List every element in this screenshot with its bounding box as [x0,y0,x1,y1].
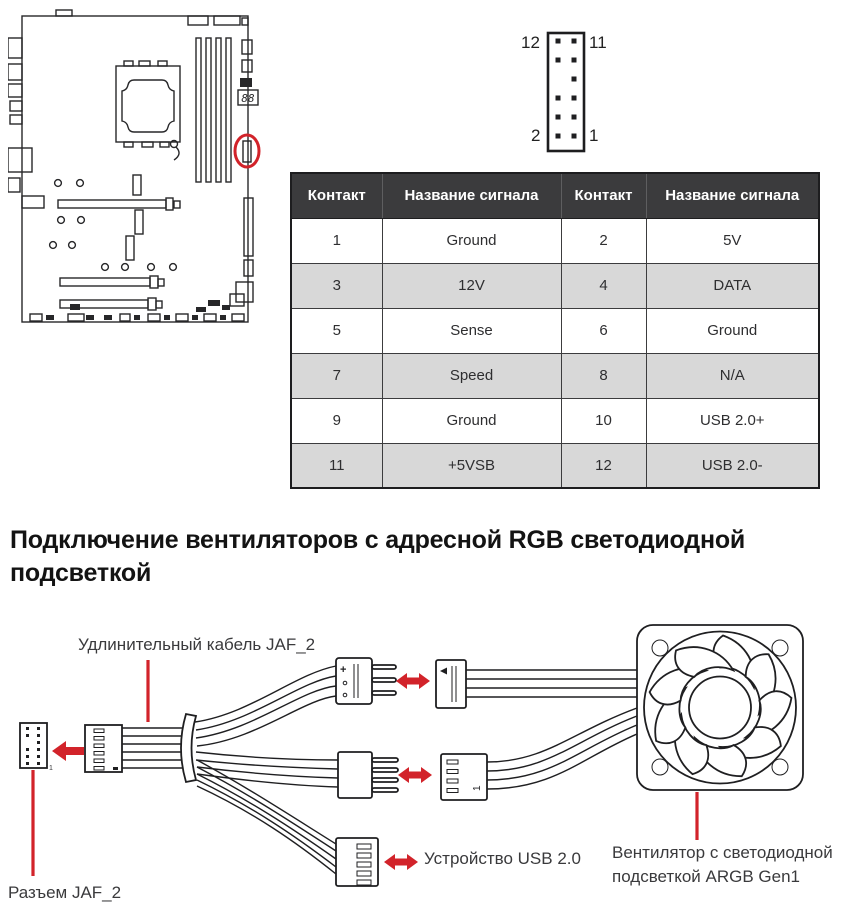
header-pin-2: Контакт [561,173,646,218]
label-argb-fan [612,841,833,889]
pin-label-1: 1 [589,126,599,145]
pin-number-cell: 4 [561,263,646,308]
table-row [291,218,819,263]
pin-number-cell: 12 [561,443,646,488]
pin-number-cell: 5 [291,308,382,353]
cable-wrap [181,714,196,782]
svg-text:1: 1 [472,785,483,791]
motherboard-diagram [8,8,266,330]
pin-number-cell: 7 [291,353,382,398]
signal-name-cell: +5VSB [382,443,561,488]
signal-name-cell: Sense [382,308,561,353]
pin-label-11: 11 [589,33,607,52]
extension-cable-connector [85,725,122,772]
mounting-holes [50,180,177,271]
branch-middle-wires [196,752,338,787]
dimm-slots [196,38,231,182]
signal-name-cell: Ground [382,398,561,443]
label-argb-fan-line1: Вентилятор с светодиодной [612,843,833,862]
pin-number-cell: 2 [561,218,646,263]
header-pin-1: Контакт [291,173,382,218]
left-arrow-icon [52,741,84,761]
cable-bundle [122,714,196,782]
pin-number-cell: 6 [561,308,646,353]
usb-connector [336,838,378,886]
cpu-socket [116,61,180,160]
rear-io-ports [8,38,44,208]
signal-name-cell: USB 2.0- [646,443,819,488]
signal-name-cell: N/A [646,353,819,398]
pinout-table [290,172,820,489]
label-argb-fan-line2: подсветкой ARGB Gen1 [612,867,801,886]
pin-number-cell: 3 [291,263,382,308]
label-jaf2-connector: Разъем JAF_2 [8,883,122,902]
pin-number-cell: 1 [291,218,382,263]
double-arrow-bottom-icon [384,854,418,870]
header-signal-1: Название сигнала [382,173,561,218]
table-row [291,263,819,308]
signal-name-cell: 5V [646,218,819,263]
label-usb-device: Устройство USB 2.0 [424,849,581,868]
pin-label-2: 2 [531,126,541,145]
signal-name-cell: DATA [646,263,819,308]
heading-line-1: Подключение вентиляторов с адресной RGB светодиодной [10,526,746,554]
svg-text:1: 1 [49,765,53,772]
argb-fan [637,625,803,790]
board-outline [22,10,248,322]
svg-text:+: + [340,664,347,676]
pin-number-cell: 10 [561,398,646,443]
table-row [291,443,819,488]
debug-led-display: 88 [241,92,255,105]
table-header-row [291,173,819,218]
double-arrow-top-icon [396,673,430,689]
pin-number-cell: 9 [291,398,382,443]
section-heading [10,524,836,590]
branch-top-wires [195,666,336,746]
table-row [291,353,819,398]
pin-header-diagram [505,22,675,162]
argb-3pin-socket [436,660,637,708]
signal-name-cell: Speed [382,353,561,398]
pin-label-12: 12 [521,33,540,52]
signal-name-cell: USB 2.0+ [646,398,819,443]
jaf2-header [20,723,53,772]
heading-line-2: подсветкой [10,559,152,587]
double-arrow-middle-icon [398,767,432,783]
table-row [291,308,819,353]
signal-name-cell: Ground [382,218,561,263]
right-edge-connectors [236,40,258,302]
label-extension-cable: Удлинительный кабель JAF_2 [78,635,316,654]
argb-3pin-plug [336,658,396,704]
fan-4pin-plug [338,752,398,798]
header-signal-2: Название сигнала [646,173,819,218]
signal-name-cell: Ground [646,308,819,353]
pin-number-cell: 11 [291,443,382,488]
pin-number-cell: 8 [561,353,646,398]
signal-name-cell: 12V [382,263,561,308]
expansion-slots [58,175,180,310]
fan-4pin-socket [441,708,637,800]
table-row [291,398,819,443]
